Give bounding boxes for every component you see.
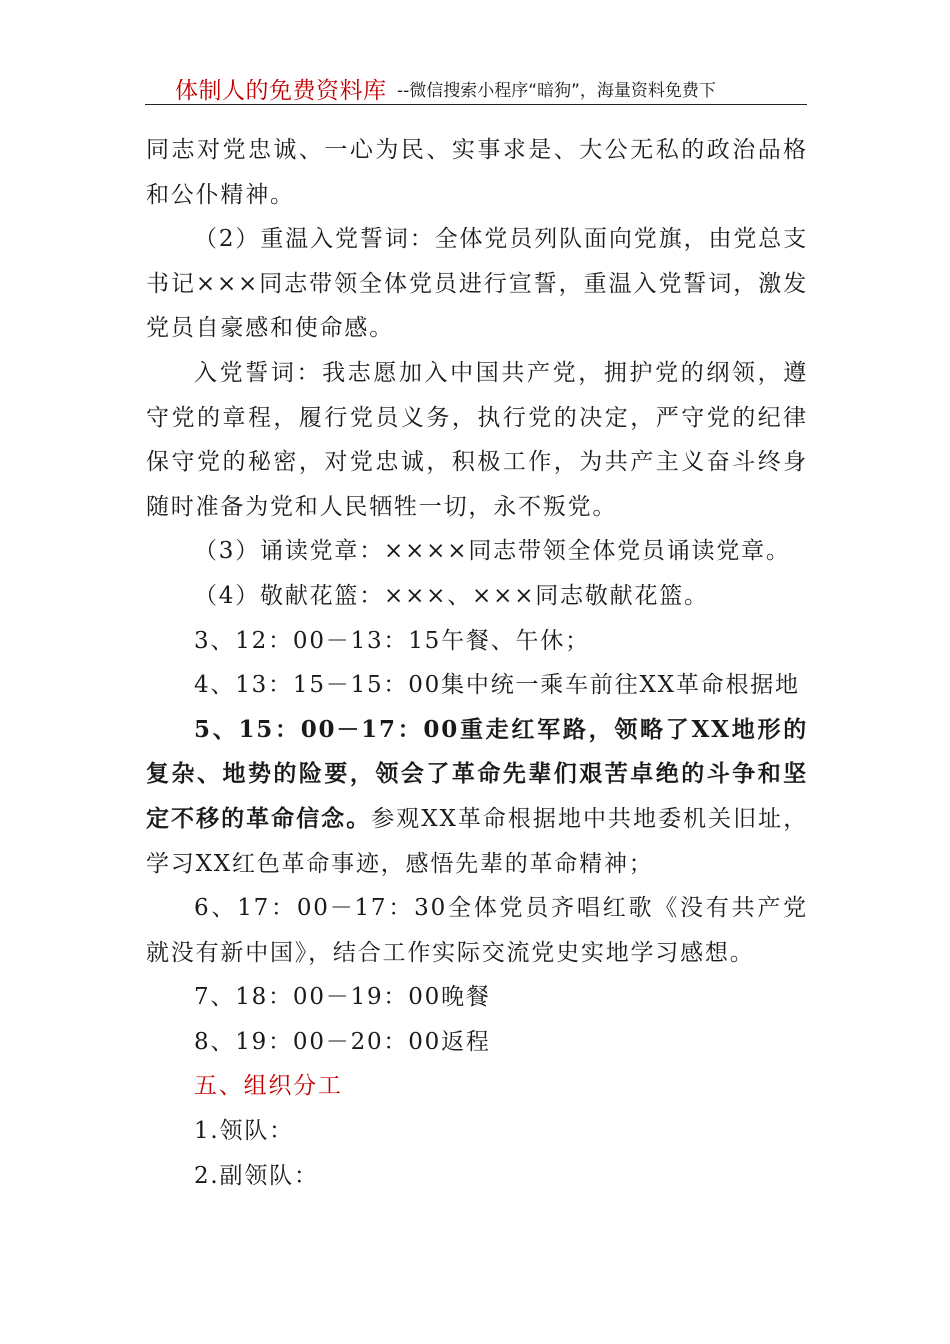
paragraph-flower-basket: （4）敬献花篮：×××、×××同志敬献花篮。 (194, 582, 709, 609)
paragraph-read-charter: （3）诵读党章：××××同志带领全体党员诵读党章。 (194, 538, 791, 565)
header-slogan: --微信搜索小程序“暗狗”，海量资料免费下 (397, 81, 716, 101)
header-brand: 体制人的免费资料库 (175, 78, 387, 104)
paragraph-continuation: 同志对党忠诚、一心为民、实事求是、大公无私的政治品格和公仆精神。 (146, 137, 808, 208)
page-header (145, 70, 807, 105)
role-deputy-leader: 2.副领队： (194, 1162, 319, 1189)
document-body (146, 128, 808, 1198)
schedule-item-5-bold: 5、15：00－17：00重走红军路，领略了XX地形的复杂、地势的险要，领会了革命先辈们艰苦卓绝的斗争和坚定不移的革命信念。 (146, 715, 808, 832)
schedule-item-8: 8、19：00－20：00返程 (194, 1028, 491, 1055)
schedule-item-5 (146, 708, 808, 886)
paragraph-oath-text: 入党誓词：我志愿加入中国共产党，拥护党的纲领，遵守党的章程，履行党员义务，执行党的决定，严守党的纪律保守党的秘密，对党忠诚，积极工作，为共产主义奋斗终身随时准备为党和人民牺牲一切，永不叛党。 (146, 359, 808, 520)
schedule-item-6: 6、17：00－17：30全体党员齐唱红歌《没有共产党就没有新中国》，结合工作实际交流党史实地学习感想。 (146, 895, 808, 966)
schedule-item-5-rest: 参观XX革命根据地中共地委机关旧址，学习XX红色革命事迹，感悟先辈的革命精神； (146, 805, 808, 877)
schedule-item-7: 7、18：00－19：00晚餐 (194, 984, 491, 1011)
role-leader: 1.领队： (194, 1118, 294, 1145)
paragraph-oath-review: （2）重温入党誓词：全体党员列队面向党旗，由党总支书记×××同志带领全体党员进行宣誓，重温入党誓词，激发党员自豪感和使命感。 (146, 226, 808, 342)
section-heading-organization: 五、组织分工 (194, 1073, 343, 1100)
schedule-item-4: 4、13：15－15：00集中统一乘车前往XX革命根据地 (194, 672, 800, 699)
schedule-item-3: 3、12：00－13：15午餐、午休； (194, 627, 590, 654)
